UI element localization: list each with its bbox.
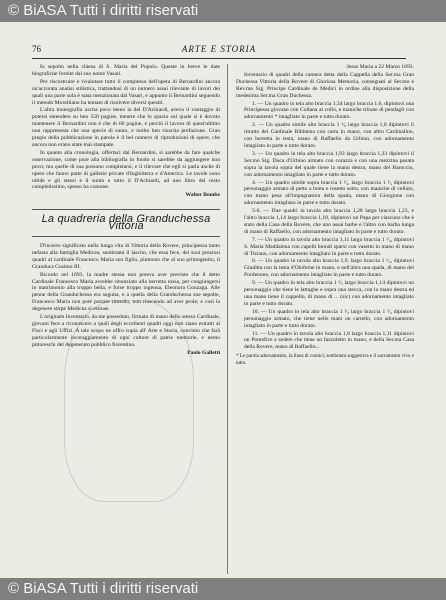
left-column	[32, 64, 220, 357]
inventory-item: 2. — Un quadro simile alto braccia 1 ¹⁄₈ largo braccia 1,8 dipintovi il ritratto del Cardinale Bibbiena con carta in mano, con altro Cardinalino, con berretta in testa, mano di Raffaello da Urbino, con adornamento intagliato in parte e tutto dorato.	[244, 122, 414, 149]
inventory-intro: Inventario di quadri della camera detta della Cappella della Ser.ma Gran Duchessa Vittoria della Rovere di Gloriosa Memoria, consegnati al Ser.mo e Rev.mo Sig. Principe Cardinale de Medici in ordine alla disposizione della medesima Ser.ma Gran Duchessa.	[236, 71, 414, 99]
paragraph: L'altra monografia uscita poco meno la del D'Achiardi, aveva il vantaggio di potersi estendere su ben 350 pagine, mentre che lo spazio sul quale si è dovuto mantenere il Bernardini non è che di 60 pagine, e perciò il lavoro di quest'ultimo non rappresenta che una specie di sunto, e molto ben riuscita prefazione. Gran pregio della pubblicazione in parola è il bel numero di riproduzioni di opere, che ancora non erano state mai stampate.	[32, 107, 220, 148]
right-column	[236, 64, 414, 368]
signature: Walter Bombe	[185, 192, 220, 199]
paragraph: Ricordo nel 1693, la madre stessa non poteva aver previsto che il detto Cardinale Francesco Maria avrebbe rinunziato alla berretta rossa, per congiungersi in matrimonio alla troppo bella, e forse troppo ingenua, Eleonora Gonzaga. Alle penne della Granduchessa era seguita, e a quella della Granduchessa sue sepolte, Francesco Maria non poté portare rimedio, non riuscendo ad aver prole; e così la degenere stirpe Medicea si estinse.	[32, 271, 220, 313]
running-header	[32, 44, 406, 59]
watermark-bottom: © BiASA Tutti i diritti riservati	[0, 578, 446, 600]
inventory-item: 4. — Un quadro simile sopra braccia 1 ¹⁄₄, largo braccia 1 ¹⁄₄ dipintovi personaggio armato di petto a botta e rosetto sotto, con maniche di velluto, con mano pesa all'impugnatura della spada, mano di Giorgione con adornamento intagliato in parte e tutto dorato.	[244, 179, 414, 207]
paragraph: Per riscostruire e rivalutare tutto il complesso dell'opera di Bernardini ancora un'accurata analisi stilistica, trattandosi di un numero assai rilevante di lavori dei quali una parte sola è stata menzionata dal Vasari, e appunto il Bernardini seguendo il metodo Morelliano ha tentato di risolvere diversi quesiti.	[32, 78, 220, 106]
inventory-item: 5-6. — Due quadri in tavola alto braccia 1,28 largo braccia 1,23, e l'altro braccia 1,14 largo braccia 1,18, dipintovi un Papa per ciascuno che è stato della Casa della Rovere, che uno assai barbe e l'altro con barba lunga di mano di Raffaello, con adornamento intagliato in parte e tutto dorato.	[244, 208, 414, 235]
inventory-item: 3. — Un quadro in tela alto braccia 1,93 largo braccia 1,23 dipintovi il Ser.mo Sig. Duca d'Urbino armato con corazza e con una mezzina posata sopra la tavola sopra del quale tiene la mano destra, mano del Baroccio, con adornamento intagliato in parte e tutto dorato.	[244, 150, 414, 178]
inventory-item: 1. — Un quadro in tela alto braccia 1,34 largo braccia 1,6, dipintovi una Principessa giovane con Collana al collo, e maniche trinate di pendagli con adornamento * intagliato in parte e tutto dorato.	[244, 100, 414, 121]
footnote: * Le parola adornamento, la linea di cornici, sembrami suggestiva e il sacramento vivo e tutto.	[236, 354, 414, 367]
inventory-item: 9. — Un quadro in tela alto braccia 1 ²⁄₃ largo braccia 1,14 dipintovi un personaggio che tiene le lattughe e sopra una stecca, con la mano destra ed una mano tiene il cappello, di mano di ... (sic) con adornamento intagliato in parte e tutto dorato.	[244, 280, 414, 307]
page-number: 76	[32, 44, 41, 54]
inventory-date: Jesus Maria a 22 Marzo 1693.	[346, 64, 414, 70]
paragraph: D'incerto significato nella lunga vita di Vittoria della Rovere, principessa tanto nefasta alla famiglia Medicea, sembrami il lascito, che essa fece, dei suoi preziosi quadri al cardinale Francesco Maria suo figlio, piuttosto che al suo primogenito, il Granduca Cosimo III.	[32, 243, 220, 270]
inventory-item: 10. — Un quadro in tela alto braccia 1 ¹⁄₃ largo braccia 1 ¹⁄₃ dipintovi personaggio armato, che tiene nelle mani un cartello, con adornamento intagliato in parte e tutto dorato.	[244, 308, 414, 329]
running-title: ARTE E STORIA	[181, 44, 257, 54]
section-title: La quadreria della Granduchessa Vittoria	[32, 209, 220, 237]
watermark-top: © BiASA Tutti i diritti riservati	[0, 0, 446, 22]
column-divider	[227, 64, 228, 574]
paragraph: L'originale Inventario, da me posseduto, firmato di mano dello stesso Cardinale, giovani fece a riconoscere a quali degli eccellenti quadri oggi noti siano estratti al Fisci e agli Uffizi. A tale scopo ne offro copia all' Arte e Storia, convinto che farà particolarmente incoraggiamento di ogni cultore di patrie memorie, e nemo pittoreschi del degenerato pubblico fiorentino.	[32, 314, 220, 348]
section-signature: Paolo Galletti	[187, 349, 220, 356]
inventory-item: 11. — Un quadro in tavola alto braccia 1,8 largo braccia 1,11 dipintovi un Pontefice a sedere che tiene un fazzoletto in mano, e della Ser.ma Casa della Rovere, mano di Raffaello...	[244, 330, 414, 351]
paragraph: In quanto alla cronologia, offertaci dal Bernardini, si sarebbe da fare qualche osservazione, come pure alla bibliografia in fondo si sarebbe da aggiungere non poco; ma quelle di sua possono completarsi, e il rilevare che egli si parla anche di opere che fanno parte di gallerie private d'Inghilterra e d'America. Le tavole sono nitide e gli stessi e il sunto e tutto il D'Achiardi, ad uno libro del resto completissimo, spesso ha comune.	[32, 149, 220, 191]
inventory-item: 8. — Un quadro in tavola alto braccia 1,9, largo braccia 1 ¹⁄₄, dipintovi Giuditta con la testa d'Oloferne in mano, e nell'altra una spada, di mano del Pordenone, con adornamento intagliato in parte e tutto dorato.	[244, 258, 414, 279]
paragraph: fu sepolto nella chiesa di S. Maria del Popolo. Queste in breve le date biografiche fornite dal suo nome Vasari.	[32, 64, 220, 77]
inventory-item: 7. — Un quadro in tavola alto braccia 1,11 largo braccia 1 ¹⁄₄, dipintovi S. Maria Maddalena con capelli biondi sparsi con vasetto in mano di mano di Tiziano, con adornamento intagliato in parte e tutto dorato.	[244, 236, 414, 257]
